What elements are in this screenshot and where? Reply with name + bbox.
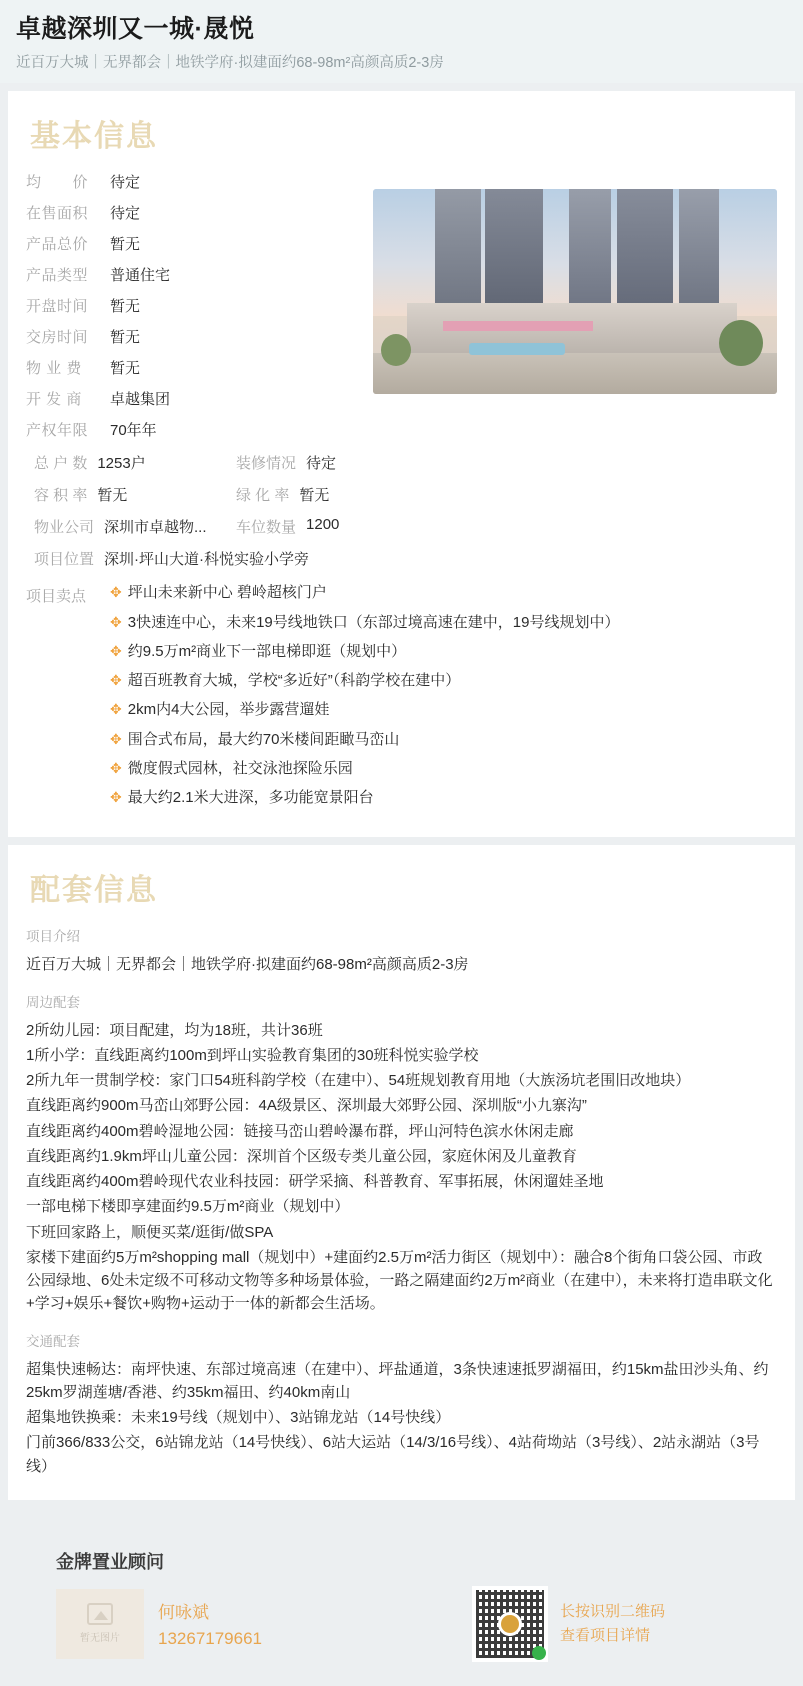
info-row [26,452,777,473]
info-row [26,419,356,440]
info-value: 暂无 [110,236,141,254]
list-item-label: 坪山未来新中心 碧岭超核门户 [127,584,327,602]
traffic-paragraph: 门前366/833公交，6站锦龙站（14号快线）、6站大运站（14/3/16号线）、4站荷坳站（3号线）、2站永湖站（3号线） [26,1434,760,1475]
plus-icon: ✥ [110,672,122,689]
info-value: 待定 [110,205,141,223]
list-item-label: 3快速连中心，未来19号线地铁口（东部过境高速在建中，19号线规划中） [127,613,620,631]
basic-info-card [8,91,795,837]
info-label: 在售面积 [26,205,89,223]
around-paragraph: 下班回家路上，顺便买菜/逛街/做SPA [26,1223,274,1241]
info-value: 暂无 [110,360,141,378]
qr-code-image[interactable] [472,1586,548,1662]
list-item [110,759,777,779]
image-placeholder-icon [87,1603,113,1625]
info-label: 容 积 率 [34,487,88,505]
info-value: 70年年 [110,422,157,440]
list-item-label: 围合式布局，最大约70米楼间距瞰马峦山 [127,730,400,748]
advisor-phone[interactable]: 13267179661 [158,1629,263,1649]
info-value: 1253户 [97,455,146,473]
list-item-label: 最大约2.1米大进深，多功能宽景阳台 [127,789,374,807]
info-label: 装修情况 [236,455,297,473]
avatar-caption: 暂无图片 [80,1633,120,1645]
info-row [26,202,356,223]
traffic-paragraph: 超集地铁换乘：未来19号线（规划中）、3站锦龙站（14号快线） [26,1409,451,1427]
info-value: 待定 [110,174,141,192]
page-subtitle: 近百万大城｜无界都会｜地铁学府·拟建面约68-98m²高颜高质2-3房 [16,55,444,71]
around-paragraph: 2所幼儿园：项目配建，均为18班，共计36班 [26,1021,323,1039]
plus-icon: ✥ [110,730,122,747]
info-label: 开 发 商 [26,391,82,409]
basic-info-left-list [26,171,356,440]
info-value: 1200 [306,516,340,534]
around-label: 周边配套 [26,994,80,1010]
info-label: 物业公司 [34,519,95,537]
info-row [26,357,356,378]
info-label: 车位数量 [236,519,297,537]
info-row [26,326,356,347]
around-paragraph: 家楼下建面约5万m²shopping mall（规划中）+建面约2.5万m²活力街区（规划中）：融合8个街角口袋公园、市政公园绿地、6处未定级不可移动文物等多种场景体验，一路之隔建面约2万m²商业（在建中），未来将打造串联文化+学习+娱乐+餐饮+购物+运动于一体的新都会生活场。 [26,1248,773,1313]
info-value: 暂无 [110,298,141,316]
plus-icon: ✥ [110,701,122,718]
qr-hint-line2: 查看项目详情 [559,1626,650,1644]
info-value: 暂无 [299,487,330,505]
qr-hint-line1: 长按识别二维码 [559,1602,665,1620]
plus-icon: ✥ [110,584,122,601]
plus-icon: ✥ [110,789,122,806]
list-item [110,642,777,662]
info-row [26,233,356,254]
around-paragraph: 直线距离约1.9km坪山儿童公园：深圳首个区级专类儿童公园，家庭休闲及儿童教育 [26,1147,577,1165]
around-paragraph: 直线距离约400m碧岭现代农业科技园：研学采摘、科普教育、军事拓展，休闲遛娃圣地 [26,1173,604,1191]
info-label: 物 业 费 [26,360,82,378]
supporting-info-title: 配套信息 [30,874,158,908]
info-label: 开盘时间 [26,298,89,316]
project-location-row [26,548,777,569]
advisor-block [8,1530,795,1686]
page-header [0,0,803,83]
info-label: 交房时间 [26,329,89,347]
list-item [110,671,777,691]
traffic-paragraph: 超集快速畅达：南坪快速、东部过境高速（在建中）、坪盐通道，3条快速速抵罗湖福田，约15km盐田沙头角、约25km罗湖莲塘/香港、约35km福田、约40km南山 [26,1360,769,1401]
list-item-label: 微度假式园林，社交泳池探险乐园 [127,759,353,777]
info-label: 产权年限 [26,422,89,440]
wechat-badge-icon [532,1646,546,1660]
info-value: 待定 [306,455,337,473]
around-paragraph: 直线距离约900m马峦山郊野公园：4A级景区、深圳最大郊野公园、深圳版“小九寨沟” [26,1097,587,1115]
info-value: 暂无 [97,487,128,505]
list-item-label: 约9.5万m²商业下一部电梯即逛（规划中） [127,642,407,660]
advisor-name: 何咏斌 [158,1603,209,1623]
list-item [110,730,777,750]
project-photo [373,189,777,394]
qr-block[interactable] [472,1586,665,1662]
selling-points-block [26,583,777,817]
info-value: 深圳市卓越物... [104,519,207,537]
info-label: 总 户 数 [34,455,88,473]
info-value: 普通住宅 [110,267,171,285]
list-item-label: 2km内4大公园，举步露营遛娃 [127,701,330,719]
info-value: 暂无 [110,329,141,347]
plus-icon: ✥ [110,759,122,776]
plus-icon: ✥ [110,613,122,630]
list-item [110,613,777,633]
info-label: 绿 化 率 [236,487,290,505]
info-row [26,264,356,285]
info-value: 卓越集团 [110,391,171,409]
intro-text: 近百万大城｜无界都会｜地铁学府·拟建面约68-98m²高颜高质2-3房 [26,956,469,974]
basic-info-title: 基本信息 [30,120,158,154]
traffic-label: 交通配套 [26,1333,80,1349]
list-item-label: 超百班教育大城，学校“多近好”（科韵学校在建中） [127,672,461,690]
info-label: 产品类型 [26,267,89,285]
page-title: 卓越深圳又一城·晟悦 [16,15,255,43]
info-row [26,295,356,316]
list-item [110,700,777,720]
around-paragraph: 2所九年一贯制学校：家门口54班科韵学校（在建中）、54班规划教育用地（大族汤坑老围旧改地块） [26,1072,691,1090]
advisor-title: 金牌置业顾问 [56,1551,164,1572]
avatar [56,1589,144,1659]
info-label: 产品总价 [26,236,89,254]
info-row [26,516,777,537]
info-row [26,171,356,192]
around-paragraph: 1所小学：直线距离约100m到坪山实验教育集团的30班科悦实验学校 [26,1046,479,1064]
plus-icon: ✥ [110,642,122,659]
info-label: 均 价 [26,174,89,192]
info-label: 项目位置 [34,551,95,569]
around-paragraph: 直线距离约400m碧岭湿地公园：链接马峦山碧岭瀑布群，坪山河特色滨水休闲走廊 [26,1122,574,1140]
intro-label: 项目介绍 [26,929,80,945]
info-row [26,484,777,505]
supporting-info-card [8,845,795,1500]
around-paragraph: 一部电梯下楼即享建面约9.5万m²商业（规划中） [26,1198,350,1216]
info-row [26,388,356,409]
basic-info-grid [26,452,777,569]
list-item [110,788,777,808]
selling-points-label: 项目卖点 [26,588,87,606]
info-value: 深圳·坪山大道·科悦实验小学旁 [104,551,310,569]
list-item [110,583,777,603]
